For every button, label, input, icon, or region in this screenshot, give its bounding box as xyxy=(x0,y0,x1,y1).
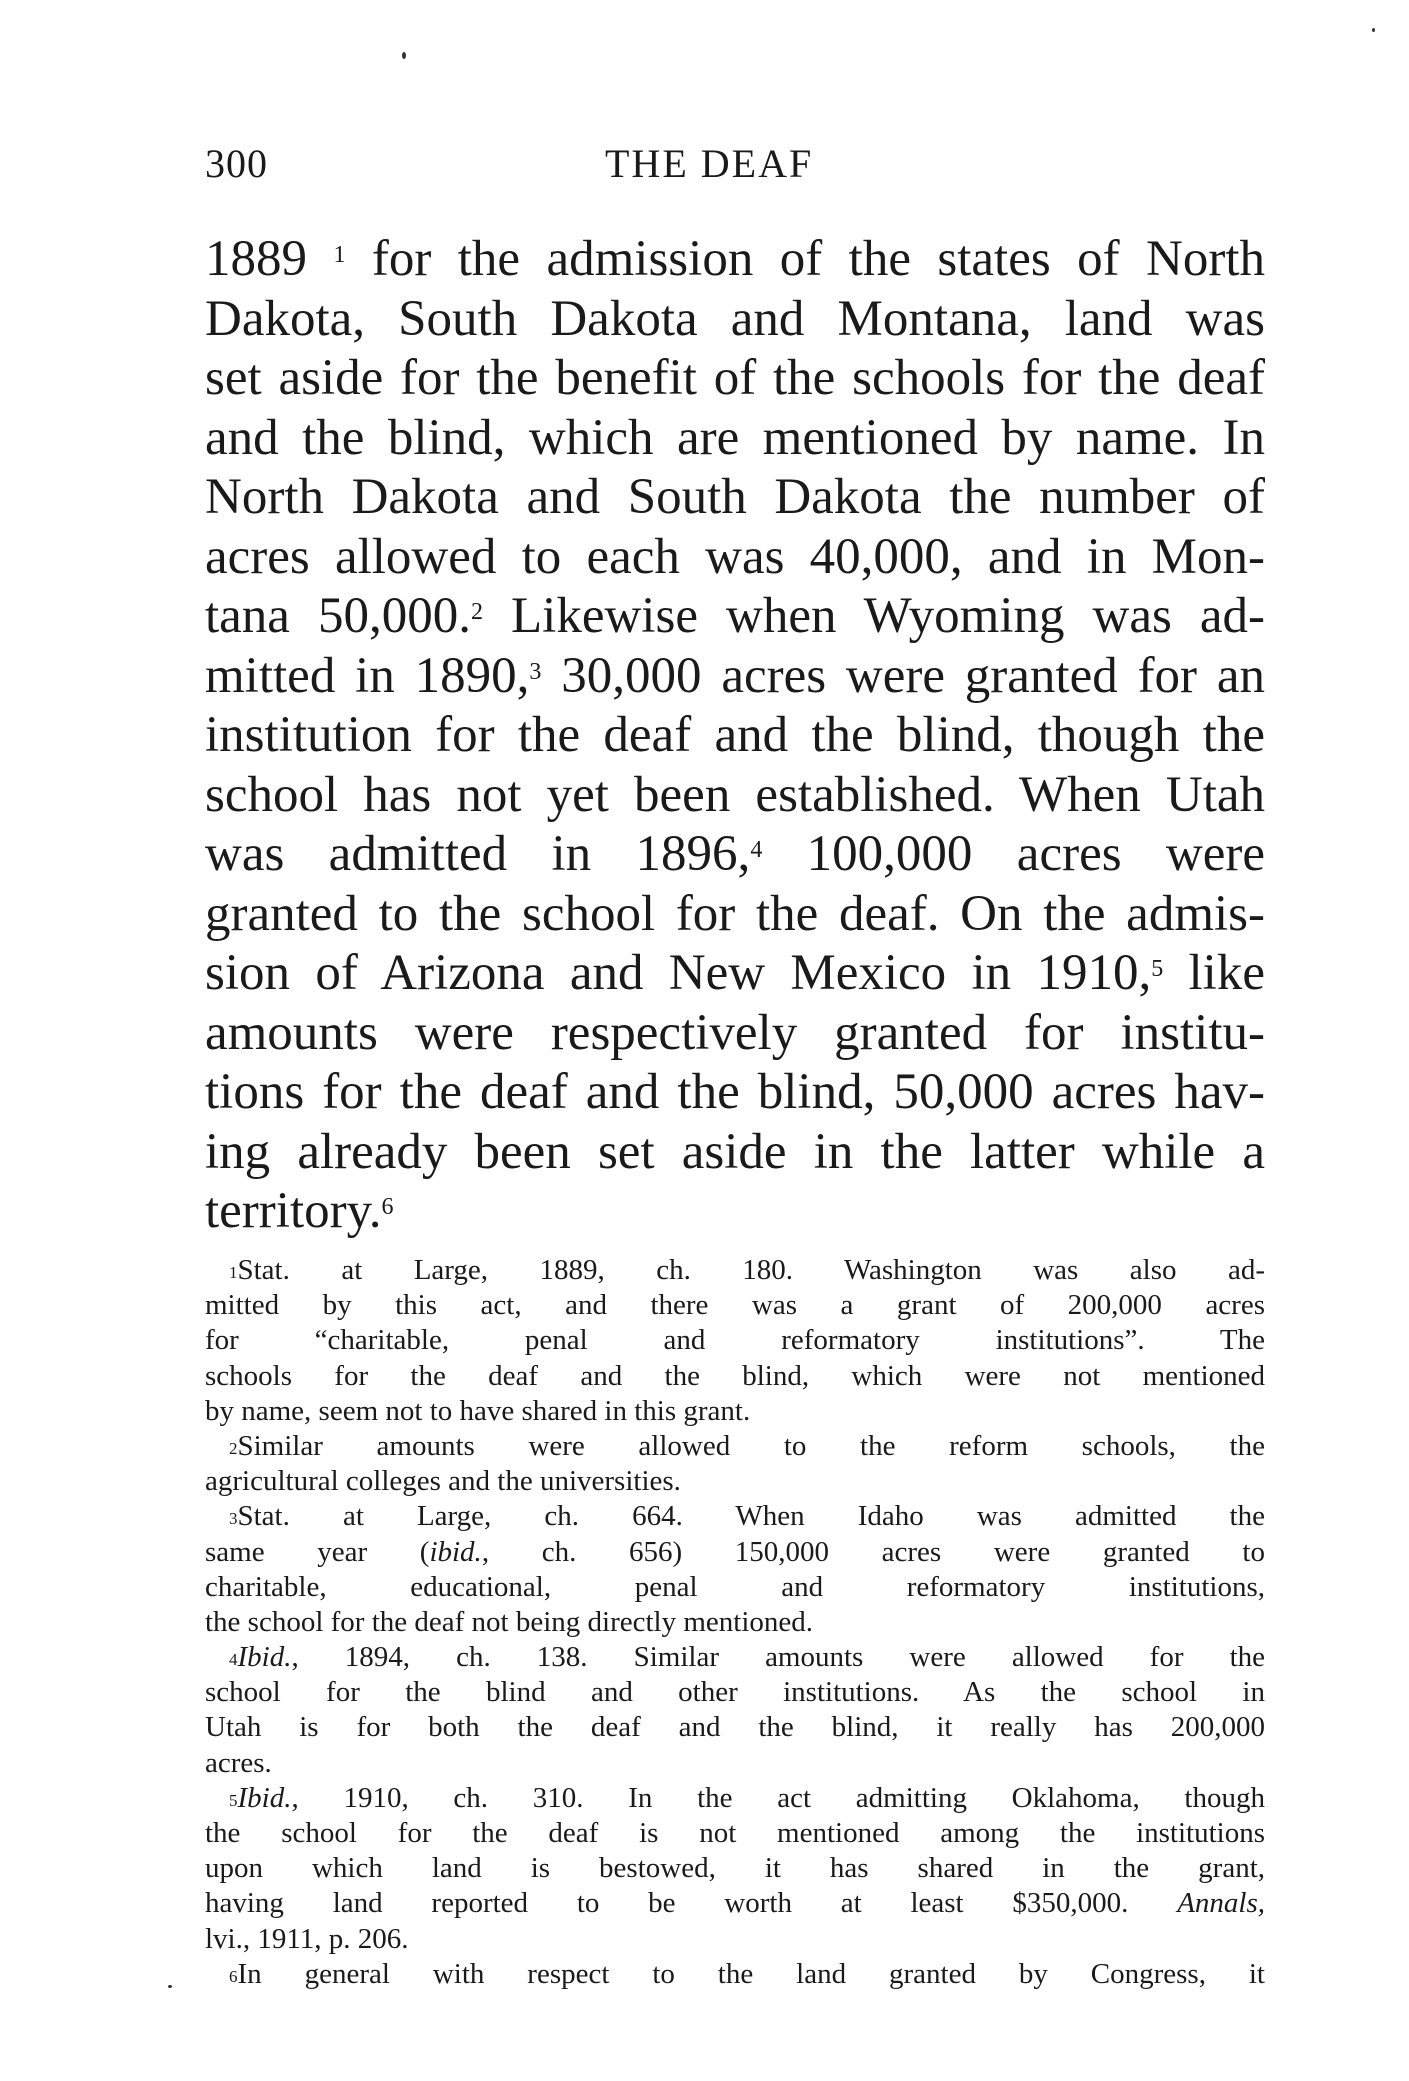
footnote-ref[interactable]: 2 xyxy=(470,599,483,625)
footnote-6: $^6$In general with respect to the land granted by Congress, it xyxy=(229,1957,1265,1990)
text-line: 1889 $^1$ for the admission of the states of North xyxy=(205,231,1265,287)
footnote-line: upon which land is bestowed, it has shared in the grant, xyxy=(205,1852,1265,1885)
footnote-line: agricultural colleges and the universities. xyxy=(205,1465,681,1498)
footnote-ref[interactable]: 4 xyxy=(750,837,763,863)
footnote-ref[interactable]: 1 xyxy=(333,242,346,268)
footnote-line: school for the blind and other institutions. As the school in xyxy=(205,1676,1265,1709)
footnote-mark: 3 xyxy=(229,1509,238,1529)
footnote-line: by name, seem not to have shared in this grant. xyxy=(205,1394,751,1427)
text-line: granted to the school for the deaf. On the admis- xyxy=(205,885,1265,942)
footnote-line: Utah is for both the deaf and the blind, it really has 200,000 xyxy=(205,1711,1265,1744)
footnote-line: same year (ibid., ch. 656) 150,000 acres were granted to xyxy=(205,1535,1265,1568)
footnote-3: $^3$Stat. at Large, ch. 664. When Idaho was admitted the xyxy=(229,1500,1265,1533)
page-number: 300 xyxy=(205,141,268,186)
text-line: institution for the deaf and the blind, though the xyxy=(205,707,1265,763)
footnote-4: $^4$Ibid., 1894, ch. 138. Similar amounts were allowed for the xyxy=(229,1641,1265,1674)
footnote-mark: 5 xyxy=(229,1790,238,1810)
text-line: mitted in 1890,$^3$ 30,000 acres were granted for an xyxy=(205,647,1266,704)
running-head: THE DEAF xyxy=(605,141,814,186)
text-line: amounts were respectively granted for institu- xyxy=(205,1004,1265,1061)
footnote-line: the school for the deaf not being directly mentioned. xyxy=(205,1605,814,1638)
text-line: tana 50,000.$^2$ Likewise when Wyoming was ad- xyxy=(205,588,1265,644)
footnote-2: $^2$Similar amounts were allowed to the reform schools, the xyxy=(229,1429,1265,1462)
body-text xyxy=(205,230,1265,1242)
text-line: North Dakota and South Dakota the number of xyxy=(205,469,1265,525)
footnote-ref[interactable]: 3 xyxy=(529,658,542,685)
print-speck xyxy=(1372,28,1375,32)
footnotes xyxy=(205,1253,1265,1992)
footnote-line: mitted by this act, and there was a grant of 200,000 acres xyxy=(205,1289,1265,1322)
text-line: ing already been set aside in the latter while a xyxy=(205,1123,1265,1180)
page-header xyxy=(205,140,1265,200)
text-line: and the blind, which are mentioned by name. In xyxy=(205,409,1265,466)
print-speck xyxy=(402,52,406,59)
text-line: school has not yet been established. When Utah xyxy=(205,766,1265,823)
footnote-1: $^1$Stat. at Large, 1889, ch. 180. Washington was also ad- xyxy=(229,1254,1265,1286)
footnote-mark: 2 xyxy=(229,1438,238,1458)
footnote-mark: 6 xyxy=(229,1966,238,1986)
footnote-5: $^5$Ibid., 1910, ch. 310. In the act admitting Oklahoma, though xyxy=(229,1781,1265,1814)
text-line: set aside for the benefit of the schools for the deaf xyxy=(205,350,1265,406)
footnote-ref[interactable]: 6 xyxy=(381,1194,394,1220)
footnote-line: acres. xyxy=(205,1746,272,1779)
text-line: territory.$^6$ xyxy=(205,1183,394,1239)
footnote-line: for “charitable, penal and reformatory institutions”. The xyxy=(205,1324,1265,1357)
footnote-line: schools for the deaf and the blind, which were not mentioned xyxy=(205,1359,1265,1392)
footnote-line: the school for the deaf is not mentioned among the institutions xyxy=(205,1817,1265,1849)
text-line: Dakota, South Dakota and Montana, land was xyxy=(205,290,1265,347)
footnote-line: lvi., 1911, p. 206. xyxy=(205,1922,409,1955)
text-line: sion of Arizona and New Mexico in 1910,$^5$ like xyxy=(205,945,1265,1001)
footnote-mark: 1 xyxy=(229,1263,238,1282)
footnote-line: charitable, educational, penal and reformatory institutions, xyxy=(205,1570,1265,1603)
footnote-line: having land reported to be worth at least $350,000. Annals, xyxy=(205,1887,1266,1920)
print-speck xyxy=(168,1985,172,1988)
text-line: acres allowed to each was 40,000, and in Mon- xyxy=(205,528,1265,585)
text-line: was admitted in 1896,$^4$ 100,000 acres were xyxy=(205,826,1266,882)
text-line: tions for the deaf and the blind, 50,000 acres hav- xyxy=(205,1064,1265,1120)
footnote-mark: 4 xyxy=(229,1650,238,1670)
footnote-ref[interactable]: 5 xyxy=(1151,956,1164,982)
